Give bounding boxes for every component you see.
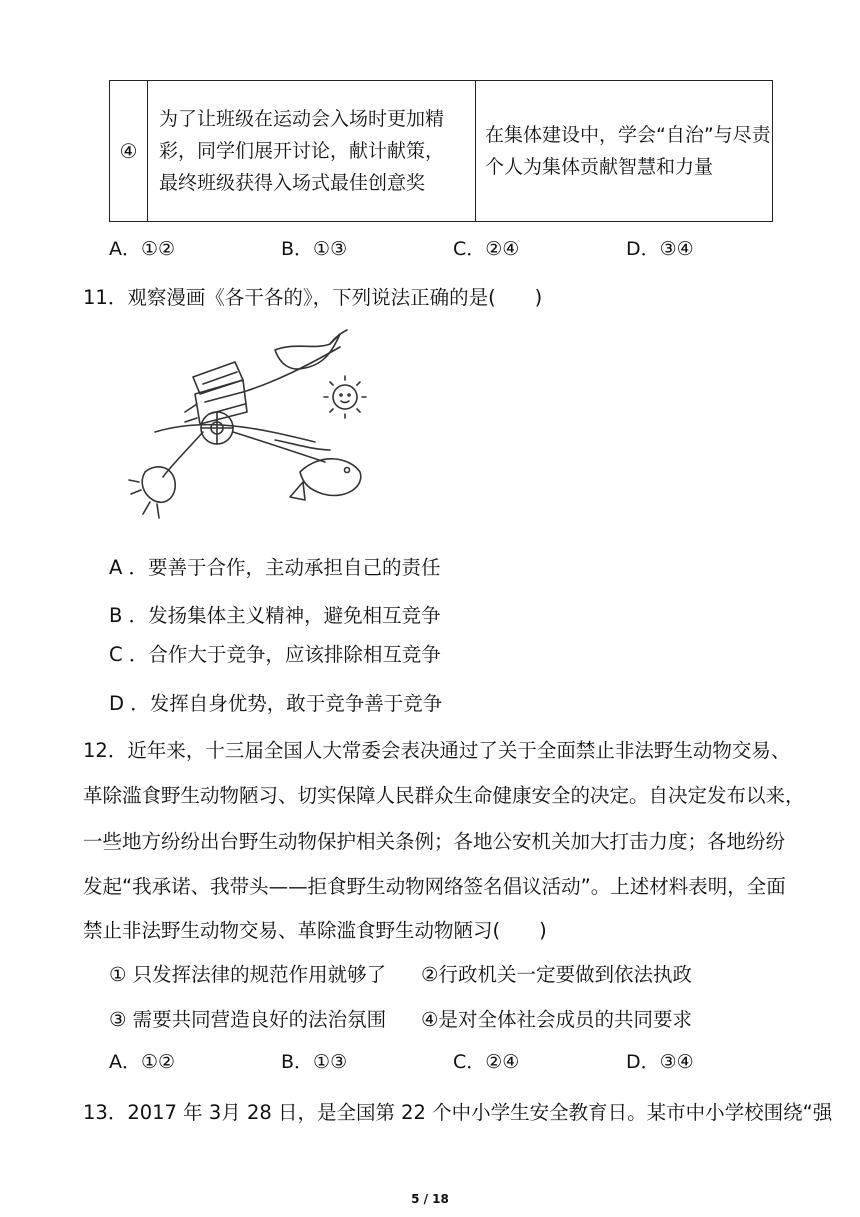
cell-line: 个人为集体贡献智慧和力量 [485, 156, 714, 178]
q10-options [109, 234, 809, 260]
q11-option-c[interactable]: C ．合作大于竞争，应该排除相互竞争 [109, 643, 441, 666]
q12-statement-3: ③ 需要共同营造良好的法治氛围 [109, 1008, 387, 1031]
option-c[interactable]: C．②④ [453, 1051, 520, 1073]
q10-table [109, 80, 773, 222]
table-row [110, 81, 773, 222]
option-a[interactable]: A．①② [109, 1051, 176, 1073]
q11-option-a[interactable]: A ．要善于合作，主动承担自己的责任 [109, 556, 441, 579]
q12-line: 禁止非法野生动物交易、革除滥食野生动物陋习( ) [83, 919, 547, 942]
q12-statement-2: ②行政机关一定要做到依法执政 [421, 963, 692, 986]
q11-stem: 11．观察漫画《各干各的》，下列说法正确的是( ) [83, 286, 543, 309]
table-cell-scenario [148, 81, 476, 222]
q12-line: 革除滥食野生动物陋习、切实保障人民群众生命健康安全的决定。自决定发布以来， [83, 784, 805, 807]
cell-line: 为了让班级在运动会入场时更加精 [159, 108, 445, 130]
cell-line: 在集体建设中，学会“自治”与尽责 [485, 124, 771, 146]
option-b[interactable]: B．①③ [281, 1051, 348, 1073]
q11-option-b[interactable]: B ．发扬集体主义精神，避免相互竞争 [109, 604, 441, 627]
row-number: ④ [110, 81, 148, 222]
q13-stem: 13．2017 年 3月 28 日，是全国第 22 个中小学生安全教育日。某市中小学校围绕“强 [83, 1101, 833, 1124]
cell-line: 彩，同学们展开讨论，献计献策， [159, 140, 445, 162]
option-b[interactable]: B．①③ [281, 238, 348, 260]
q11-option-d[interactable]: D ．发挥自身优势，敢于竞争善于竞争 [109, 692, 443, 715]
q12-line: 发起“我承诺、我带头——拒食野生动物网络签名倡议活动”。上述材料表明，全面 [83, 875, 786, 898]
q12-line: 12．近年来，十三届全国人大常委会表决通过了关于全面禁止非法野生动物交易、 [83, 739, 791, 762]
cell-line: 最终班级获得入场式最佳创意奖 [159, 172, 426, 194]
q12-line: 一些地方纷纷出台野生动物保护相关条例；各地公安机关加大打击力度；各地纷纷 [83, 830, 786, 853]
q12-options [109, 1047, 809, 1073]
page-number: 5 / 18 [411, 1192, 449, 1206]
option-d[interactable]: D．③④ [626, 238, 694, 260]
q12-statement-4: ④是对全体社会成员的共同要求 [421, 1008, 692, 1031]
option-d[interactable]: D．③④ [626, 1051, 694, 1073]
option-a[interactable]: A．①② [109, 238, 176, 260]
table-cell-analysis [476, 81, 773, 222]
q12-statement-1: ① 只发挥法律的规范作用就够了 [109, 963, 387, 986]
option-c[interactable]: C．②④ [453, 238, 520, 260]
cartoon-illustration [125, 322, 385, 527]
